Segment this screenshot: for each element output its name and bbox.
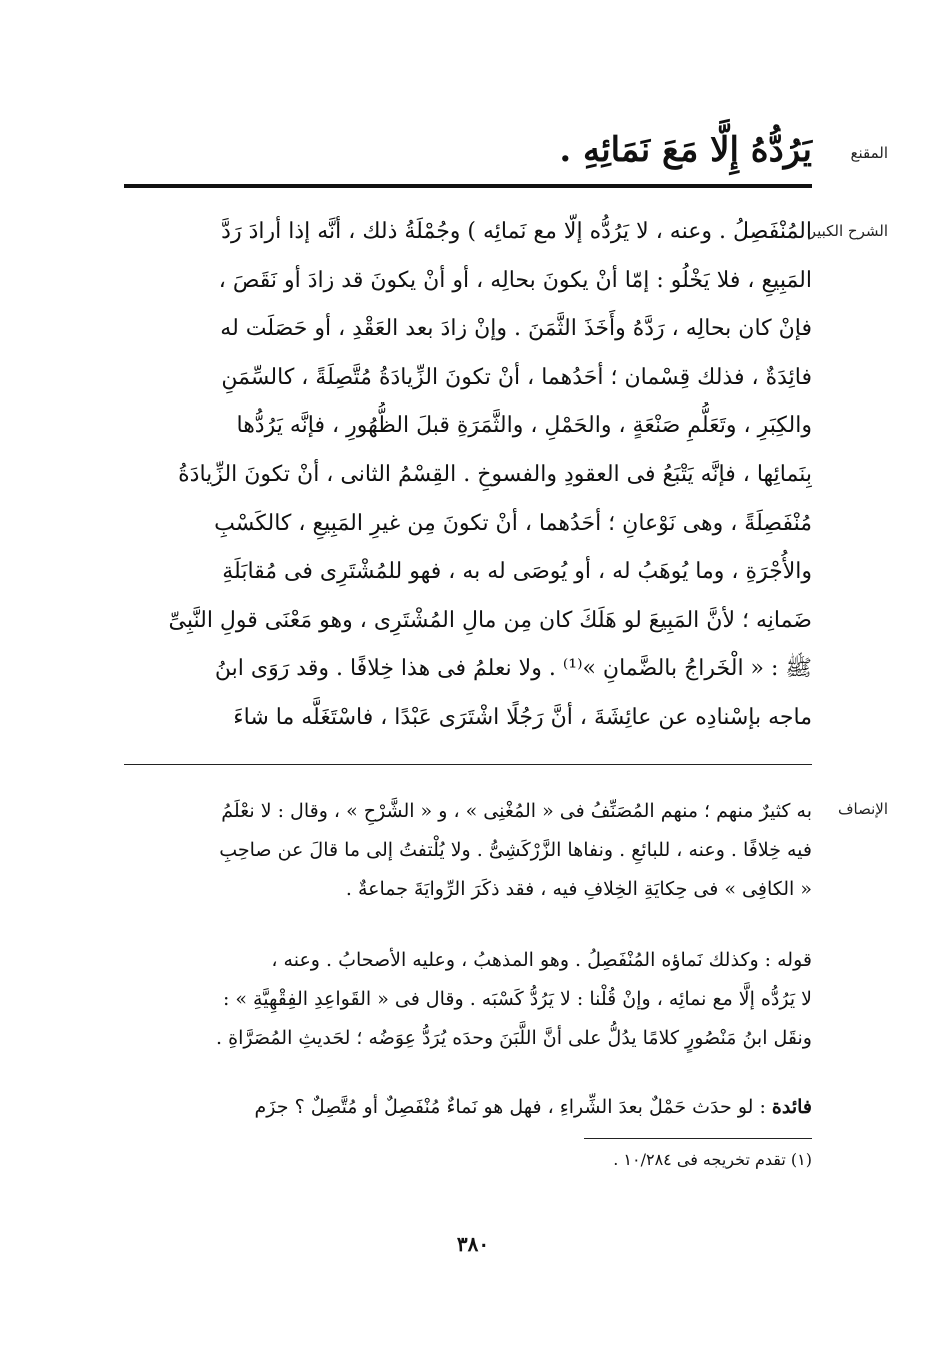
muqni-text: يَرُدُّهُ إِلَّا مَعَ نَمَائِهِ . [559, 130, 812, 170]
insaf-paragraph-1 [124, 792, 812, 909]
text-line: به كثيرٌ منهم ؛ منهم المُصَنِّفُ فى « المُغْنِى » ، و « الشَّرْحِ » ، وقال : لا نعْلَمُ [221, 800, 812, 822]
muqni-label: المقنع [850, 144, 888, 162]
text-line: بِنَمائِها ، فإنَّه يَتْبَعُ فى العقودِ والفسوخِ . القِسْمُ الثانى ، أنْ تكونَ الزِّيادَةُ [178, 461, 812, 487]
faida-heading: فائدة [771, 1096, 812, 1118]
faida-text: : لو حدَث حَمْلٌ بعدَ الشِّراءِ ، فهل هو نَماءٌ مُنْفَصِلٌ أو مُتَّصِلٌ ؟ جزَم [254, 1096, 772, 1118]
text-line: ونقَل ابنُ مَنْصُورٍ كلامًا يدُلُّ على أنَّ اللَّبَنَ وحدَه يُرَدُّ عِوَضُه ؛ لحَديثِ المُصَرَّاةِ . [216, 1027, 812, 1049]
page-number: ٣٨٠ [456, 1232, 490, 1256]
text-line: والأُجْرَةِ ، وما يُوهَبُ له ، أو يُوصَى له به ، فهو للمُشْتَرِى فى مُقابَلَةِ [222, 559, 812, 585]
text-line: ﷺ : « الْخَراجُ بالضَّمانِ »⁽¹⁾ . ولا نعلمُ فى هذا خِلافًا . وقد رَوَى ابنُ [214, 656, 812, 682]
footnote: (١) تقدم تخريجه فى ١٠/٢٨٤ . [613, 1150, 812, 1169]
text-line: قوله : وكذلك نَماؤه المُنْفَصِلُ . وهو المذهبُ ، وعليه الأصحابُ . وعنه ، [271, 949, 812, 971]
text-line: فيه خِلافًا . وعنه ، للبائعِ . ونفاها الزَّرْكَشِىُّ . ولا يُلْتفتُ إلى ما قالَ عن صاحِبِ [219, 839, 812, 861]
section-divider-thick [124, 184, 812, 188]
text-line: المُنْفَصِلُ . وعنه ، لا يَرُدُّه إلّا مع نَمائِه ) وجُمْلَةُ ذلك ، أنَّه إذا أرادَ رَدَّ [221, 219, 812, 244]
section-divider-thin [124, 764, 812, 765]
text-line: « الكافِى » فى حِكايَةِ الخِلافِ فيه ، فقد ذكَرَ الرِّوايَةَ جماعةٌ . [345, 878, 812, 900]
text-line: لا يَرُدُّه إلَّا مع نمائِه ، وإنْ قُلْنا : لا يَرُدُّ كَسْبَه . وقال فى « القَواعِدِ الفِقْهِيَّةِ » : [222, 988, 812, 1010]
text-line: والكِبَرِ ، وتَعَلُّمِ صَنْعَةٍ ، والحَمْلِ ، والثَّمَرَةِ قبلَ الظُّهُورِ ، فإنَّه يَرُدُّها [236, 413, 812, 439]
text-line: فإنْ كان بحالِه ، رَدَّهُ وأَخَذَ الثَّمَنَ . وإنْ زادَ بعد العَقْدِ ، أو حَصَلَت له [220, 316, 812, 342]
text-line: ضَمانِه ؛ لأنَّ المَبِيعَ لو هَلَكَ كان مِن مالِ المُشْتَرِى ، وهو مَعْنَى قولِ النَّبِىِّ [168, 607, 812, 633]
text-line: فائِدَةٌ ، فذلك قِسْمان ؛ أحَدُهما ، أنْ تكونَ الزِّيادَةُ مُتَّصِلَةً ، كالسِّمَنِ [221, 364, 812, 390]
sharh-kabir-text [124, 208, 812, 743]
text-line [124, 1088, 812, 1127]
insaf-paragraph-2 [124, 941, 812, 1058]
insaf-label: الإنصاف [837, 800, 888, 818]
sharh-kabir-label: الشرح الكبير [808, 222, 888, 240]
text-line: المَبِيعِ ، فلا يَخْلُو : إمّا أنْ يكونَ بحالِه ، أو أنْ يكونَ قد زادَ أو نَقَصَ ، [218, 267, 812, 293]
footnote-divider [584, 1138, 812, 1139]
insaf-paragraph-3 [124, 1088, 812, 1127]
text-line: مُنْفَصِلَةً ، وهى نَوْعانِ ؛ أحَدُهما ، أنْ تكونَ مِن غيرِ المَبِيعِ ، كالكَسْبِ [214, 510, 812, 536]
text-line: ماجه بإسْنادِه عن عائِشَةَ ، أنَّ رَجُلًا اشْتَرَى عَبْدًا ، فاسْتَغَلَّه ما شاءَ [233, 704, 812, 730]
